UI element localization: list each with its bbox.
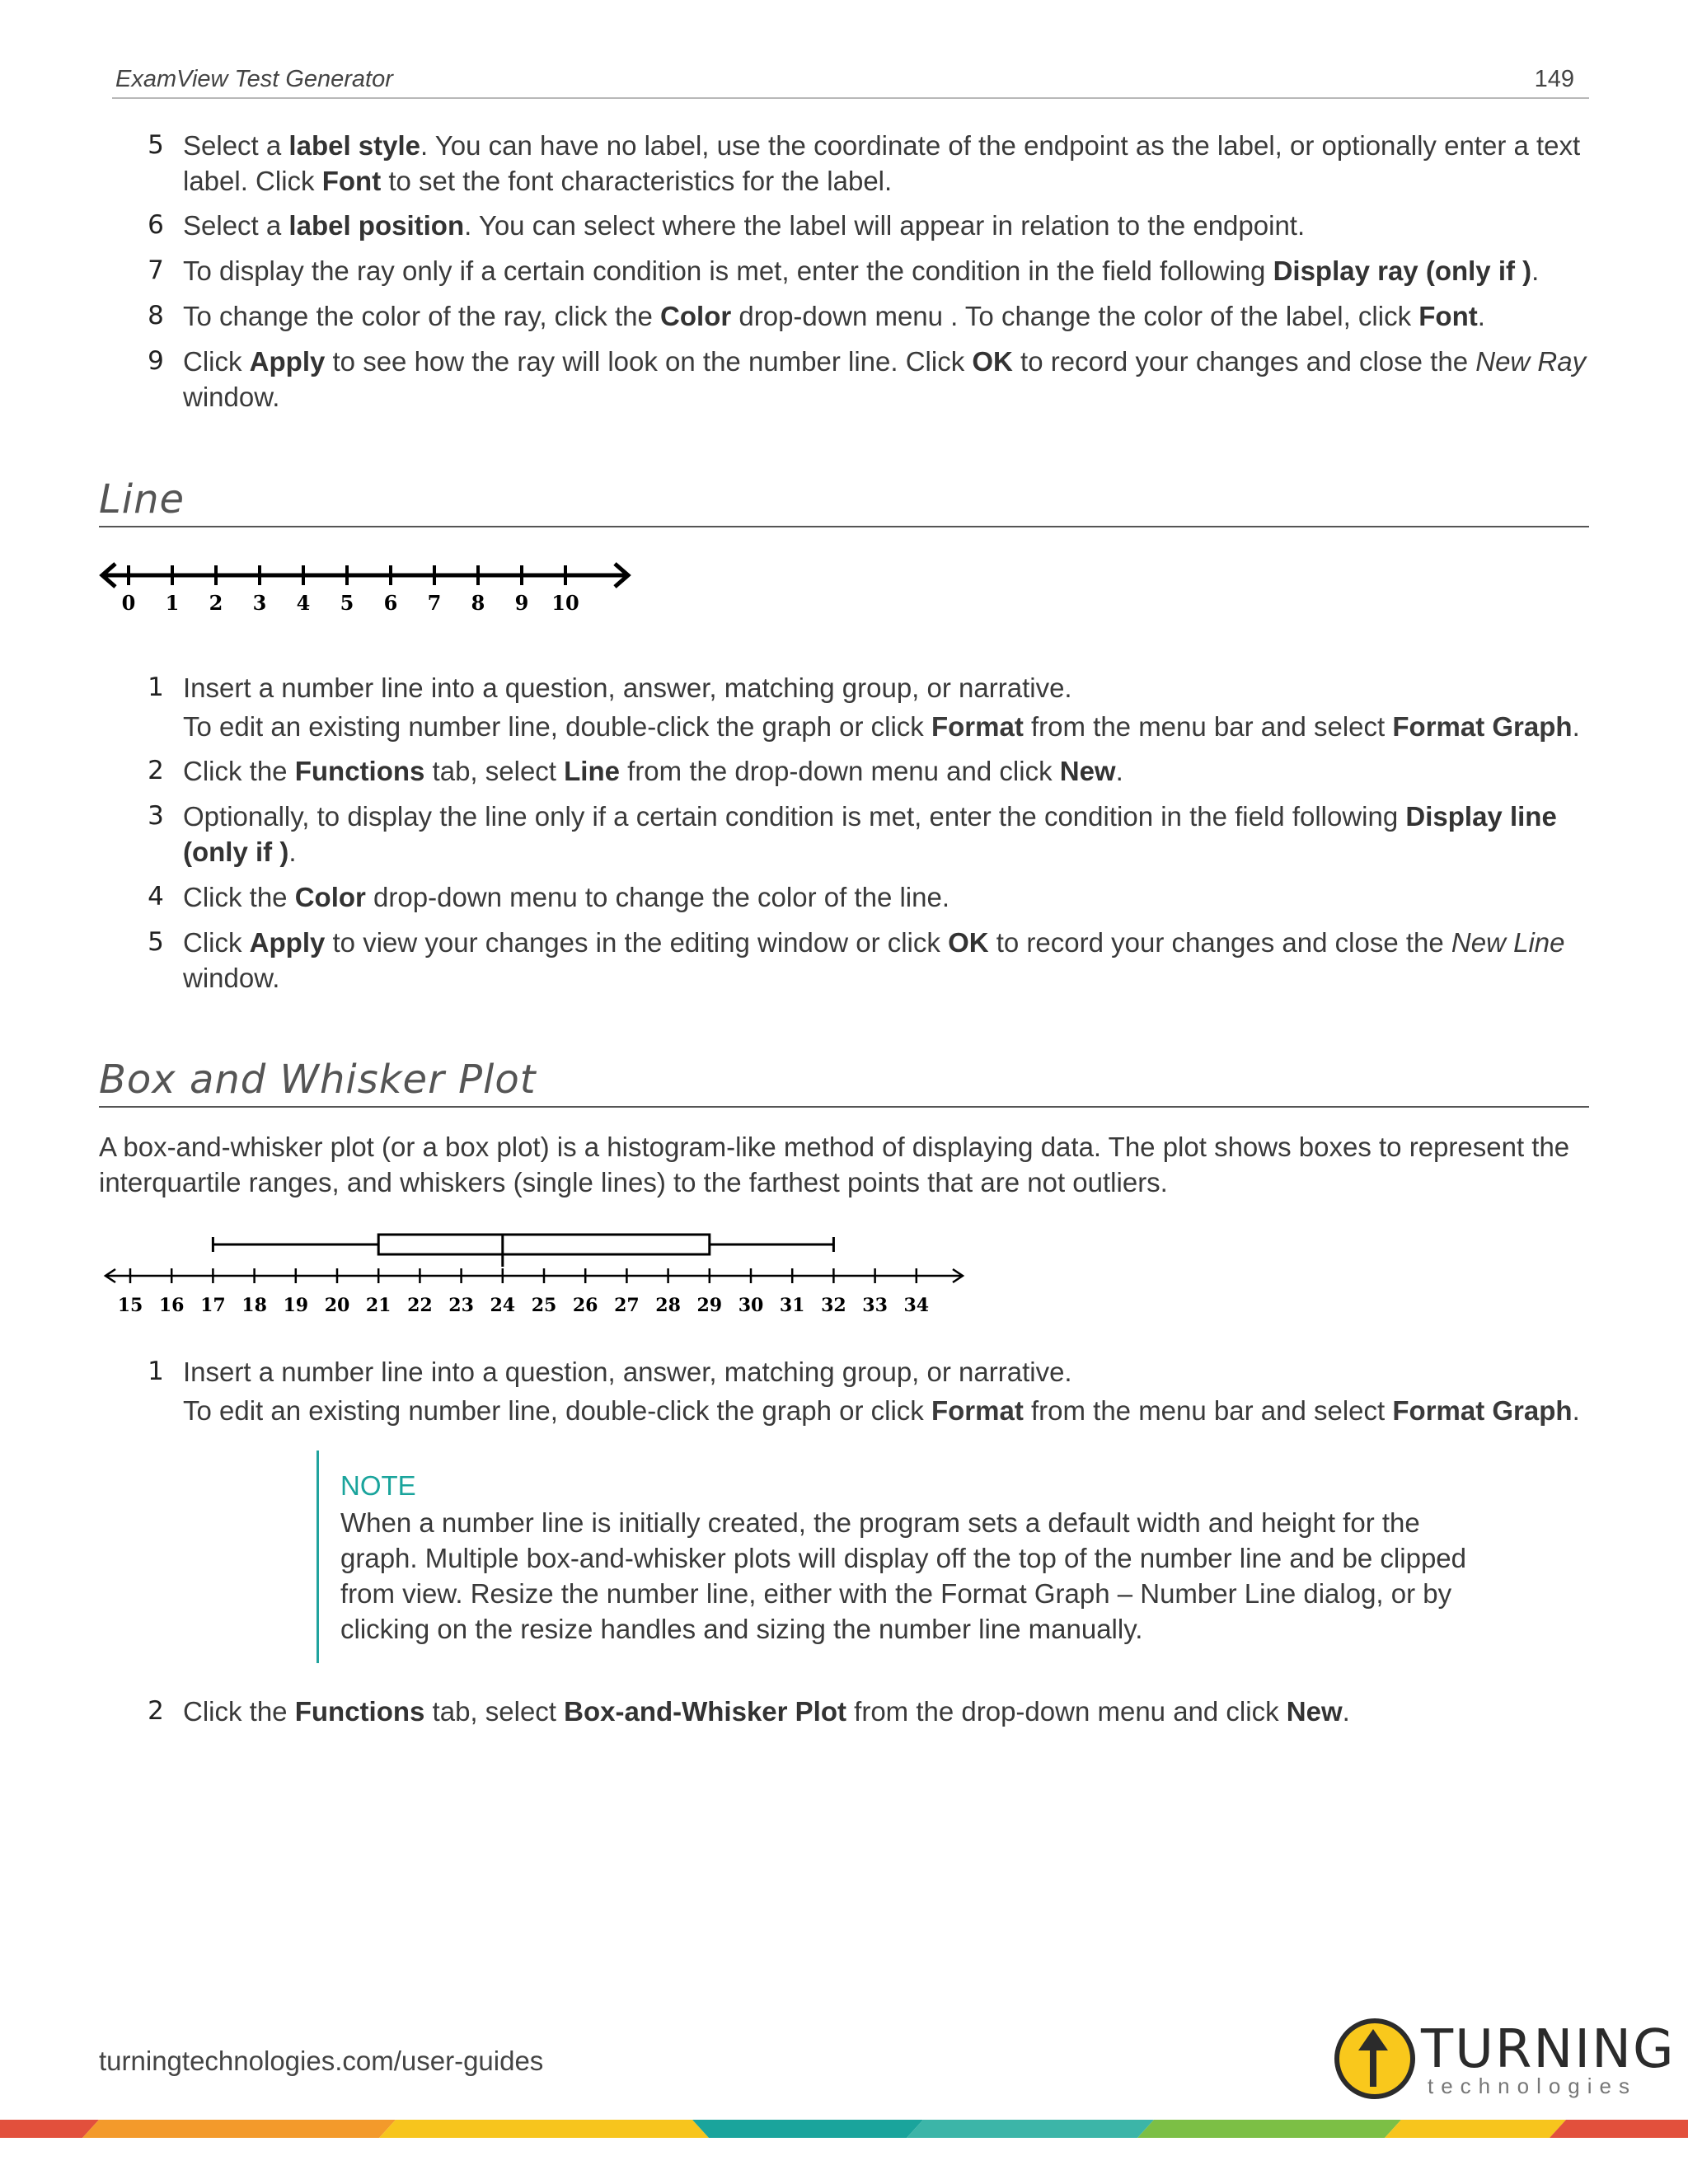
page-header bbox=[112, 64, 1589, 99]
step-text: Click Apply to see how the ray will look on the number line. Click OK to record your changes and close the New Ray window. bbox=[183, 346, 1587, 412]
box-plot-figure bbox=[99, 1228, 973, 1320]
footer-color-stripe bbox=[0, 2115, 1688, 2138]
tick-label: 19 bbox=[283, 1295, 309, 1316]
tick-label: 25 bbox=[531, 1295, 557, 1316]
iqr-box bbox=[378, 1235, 710, 1254]
note-body: When a number line is initially created, the program sets a default width and height for the graph. Multiple box-and-whisker plots will display off the top of the number line and be clipped from view. Resize the number line, either with the Format Graph – Number Line dialog, or by clicking on the resize handles and sizing the number line manually. bbox=[340, 1507, 1467, 1644]
tick-label: 33 bbox=[862, 1295, 888, 1316]
tick-label: 26 bbox=[572, 1295, 598, 1316]
step-number: 8 bbox=[148, 301, 164, 330]
tick-label: 3 bbox=[252, 591, 267, 615]
note-callout bbox=[316, 1451, 1473, 1663]
step-number: 5 bbox=[148, 130, 164, 160]
tick-label: 9 bbox=[514, 591, 529, 615]
tick-label: 16 bbox=[158, 1295, 185, 1316]
step-number: 5 bbox=[148, 927, 164, 957]
step-text: Click the Color drop-down menu to change the color of the line. bbox=[183, 882, 950, 912]
tick-label: 30 bbox=[738, 1295, 764, 1316]
tick-label: 5 bbox=[340, 591, 354, 615]
step-number: 2 bbox=[148, 1696, 164, 1726]
tick-label: 20 bbox=[324, 1295, 350, 1316]
tick-label: 15 bbox=[117, 1295, 143, 1316]
step-text: Click the Functions tab, select Line from the drop-down menu and click New. bbox=[183, 756, 1123, 786]
page-number: 149 bbox=[1534, 66, 1574, 92]
tick-label: 7 bbox=[427, 591, 442, 615]
step-number: 7 bbox=[148, 255, 164, 285]
step-text: Optionally, to display the line only if a certain condition is met, enter the condition in the field following Display line (only if ). bbox=[183, 801, 1557, 867]
tick-label: 18 bbox=[241, 1295, 267, 1316]
step-text: Select a label position. You can select where the label will appear in relation to the endpoint. bbox=[183, 210, 1306, 241]
footer-link[interactable]: turningtechnologies.com/user-guides bbox=[99, 2046, 544, 2076]
note-title: NOTE bbox=[340, 1470, 416, 1501]
step-number: 2 bbox=[148, 756, 164, 785]
tick-label: 1 bbox=[165, 591, 180, 615]
step-number: 1 bbox=[148, 1357, 164, 1386]
tick-label: 31 bbox=[779, 1295, 805, 1316]
tick-label: 27 bbox=[614, 1295, 640, 1316]
logo-word: TURNING bbox=[1421, 2019, 1676, 2080]
tick-label: 34 bbox=[903, 1295, 930, 1316]
step-text: Insert a number line into a question, answer, matching group, or narrative. bbox=[183, 1357, 1072, 1387]
box-plot-intro: A box-and-whisker plot (or a box plot) is a histogram-like method of displaying data. The plot shows boxes to represent the interquartile ranges, and whiskers (single lines) to the farthest points that are not outliers. bbox=[99, 1132, 1570, 1197]
tick-label: 24 bbox=[490, 1295, 516, 1316]
tick-label: 22 bbox=[407, 1295, 433, 1316]
step-number: 4 bbox=[148, 882, 164, 912]
step-number: 9 bbox=[148, 346, 164, 376]
logo-sub: technologies bbox=[1428, 2074, 1637, 2098]
logo-arrow-icon bbox=[1334, 2018, 1416, 2100]
tick-label: 29 bbox=[696, 1295, 723, 1316]
step-number: 6 bbox=[148, 210, 164, 240]
tick-label: 0 bbox=[121, 591, 136, 615]
section-heading-line bbox=[99, 478, 1589, 527]
tick-label: 21 bbox=[365, 1295, 392, 1316]
step-text: To change the color of the ray, click the Color drop-down menu . To change the color of the label, click Font. bbox=[183, 301, 1485, 331]
step-text: Select a label style. You can have no label, use the coordinate of the endpoint as the label, or optionally enter a text label. Click Font to set the font characteristics for the label. bbox=[183, 130, 1581, 196]
tick-label: 6 bbox=[383, 591, 398, 615]
tick-label: 8 bbox=[471, 591, 485, 615]
tick-label: 10 bbox=[551, 591, 579, 615]
section-title: Box and Whisker Plot bbox=[99, 1057, 537, 1103]
tick-label: 28 bbox=[655, 1295, 681, 1316]
number-line-figure bbox=[97, 557, 641, 623]
step-number: 1 bbox=[148, 673, 164, 702]
step-text: To display the ray only if a certain condition is met, enter the condition in the field following Display ray (only if ). bbox=[183, 255, 1540, 286]
step-text: Insert a number line into a question, answer, matching group, or narrative. bbox=[183, 673, 1072, 703]
tick-label: 32 bbox=[821, 1295, 846, 1316]
header-title: ExamView Test Generator bbox=[115, 66, 393, 92]
turning-logo bbox=[1334, 2018, 1676, 2100]
tick-label: 2 bbox=[209, 591, 223, 615]
tick-label: 4 bbox=[296, 591, 311, 615]
box-plot-sub-step: To edit an existing number line, double-click the graph or click Format from the menu bar and select Format Graph. bbox=[183, 1395, 1580, 1426]
section-title: Line bbox=[99, 476, 185, 523]
line-sub-step: To edit an existing number line, double-click the graph or click Format from the menu bar and select Format Graph. bbox=[183, 711, 1580, 742]
step-number: 3 bbox=[148, 801, 164, 831]
tick-label: 17 bbox=[200, 1295, 226, 1316]
step-text: Click the Functions tab, select Box-and-Whisker Plot from the drop-down menu and click New. bbox=[183, 1696, 1350, 1727]
section-heading-box-plot bbox=[99, 1058, 1589, 1108]
step-text: Click Apply to view your changes in the editing window or click OK to record your changes and close the New Line window. bbox=[183, 927, 1565, 993]
tick-label: 23 bbox=[448, 1295, 474, 1316]
